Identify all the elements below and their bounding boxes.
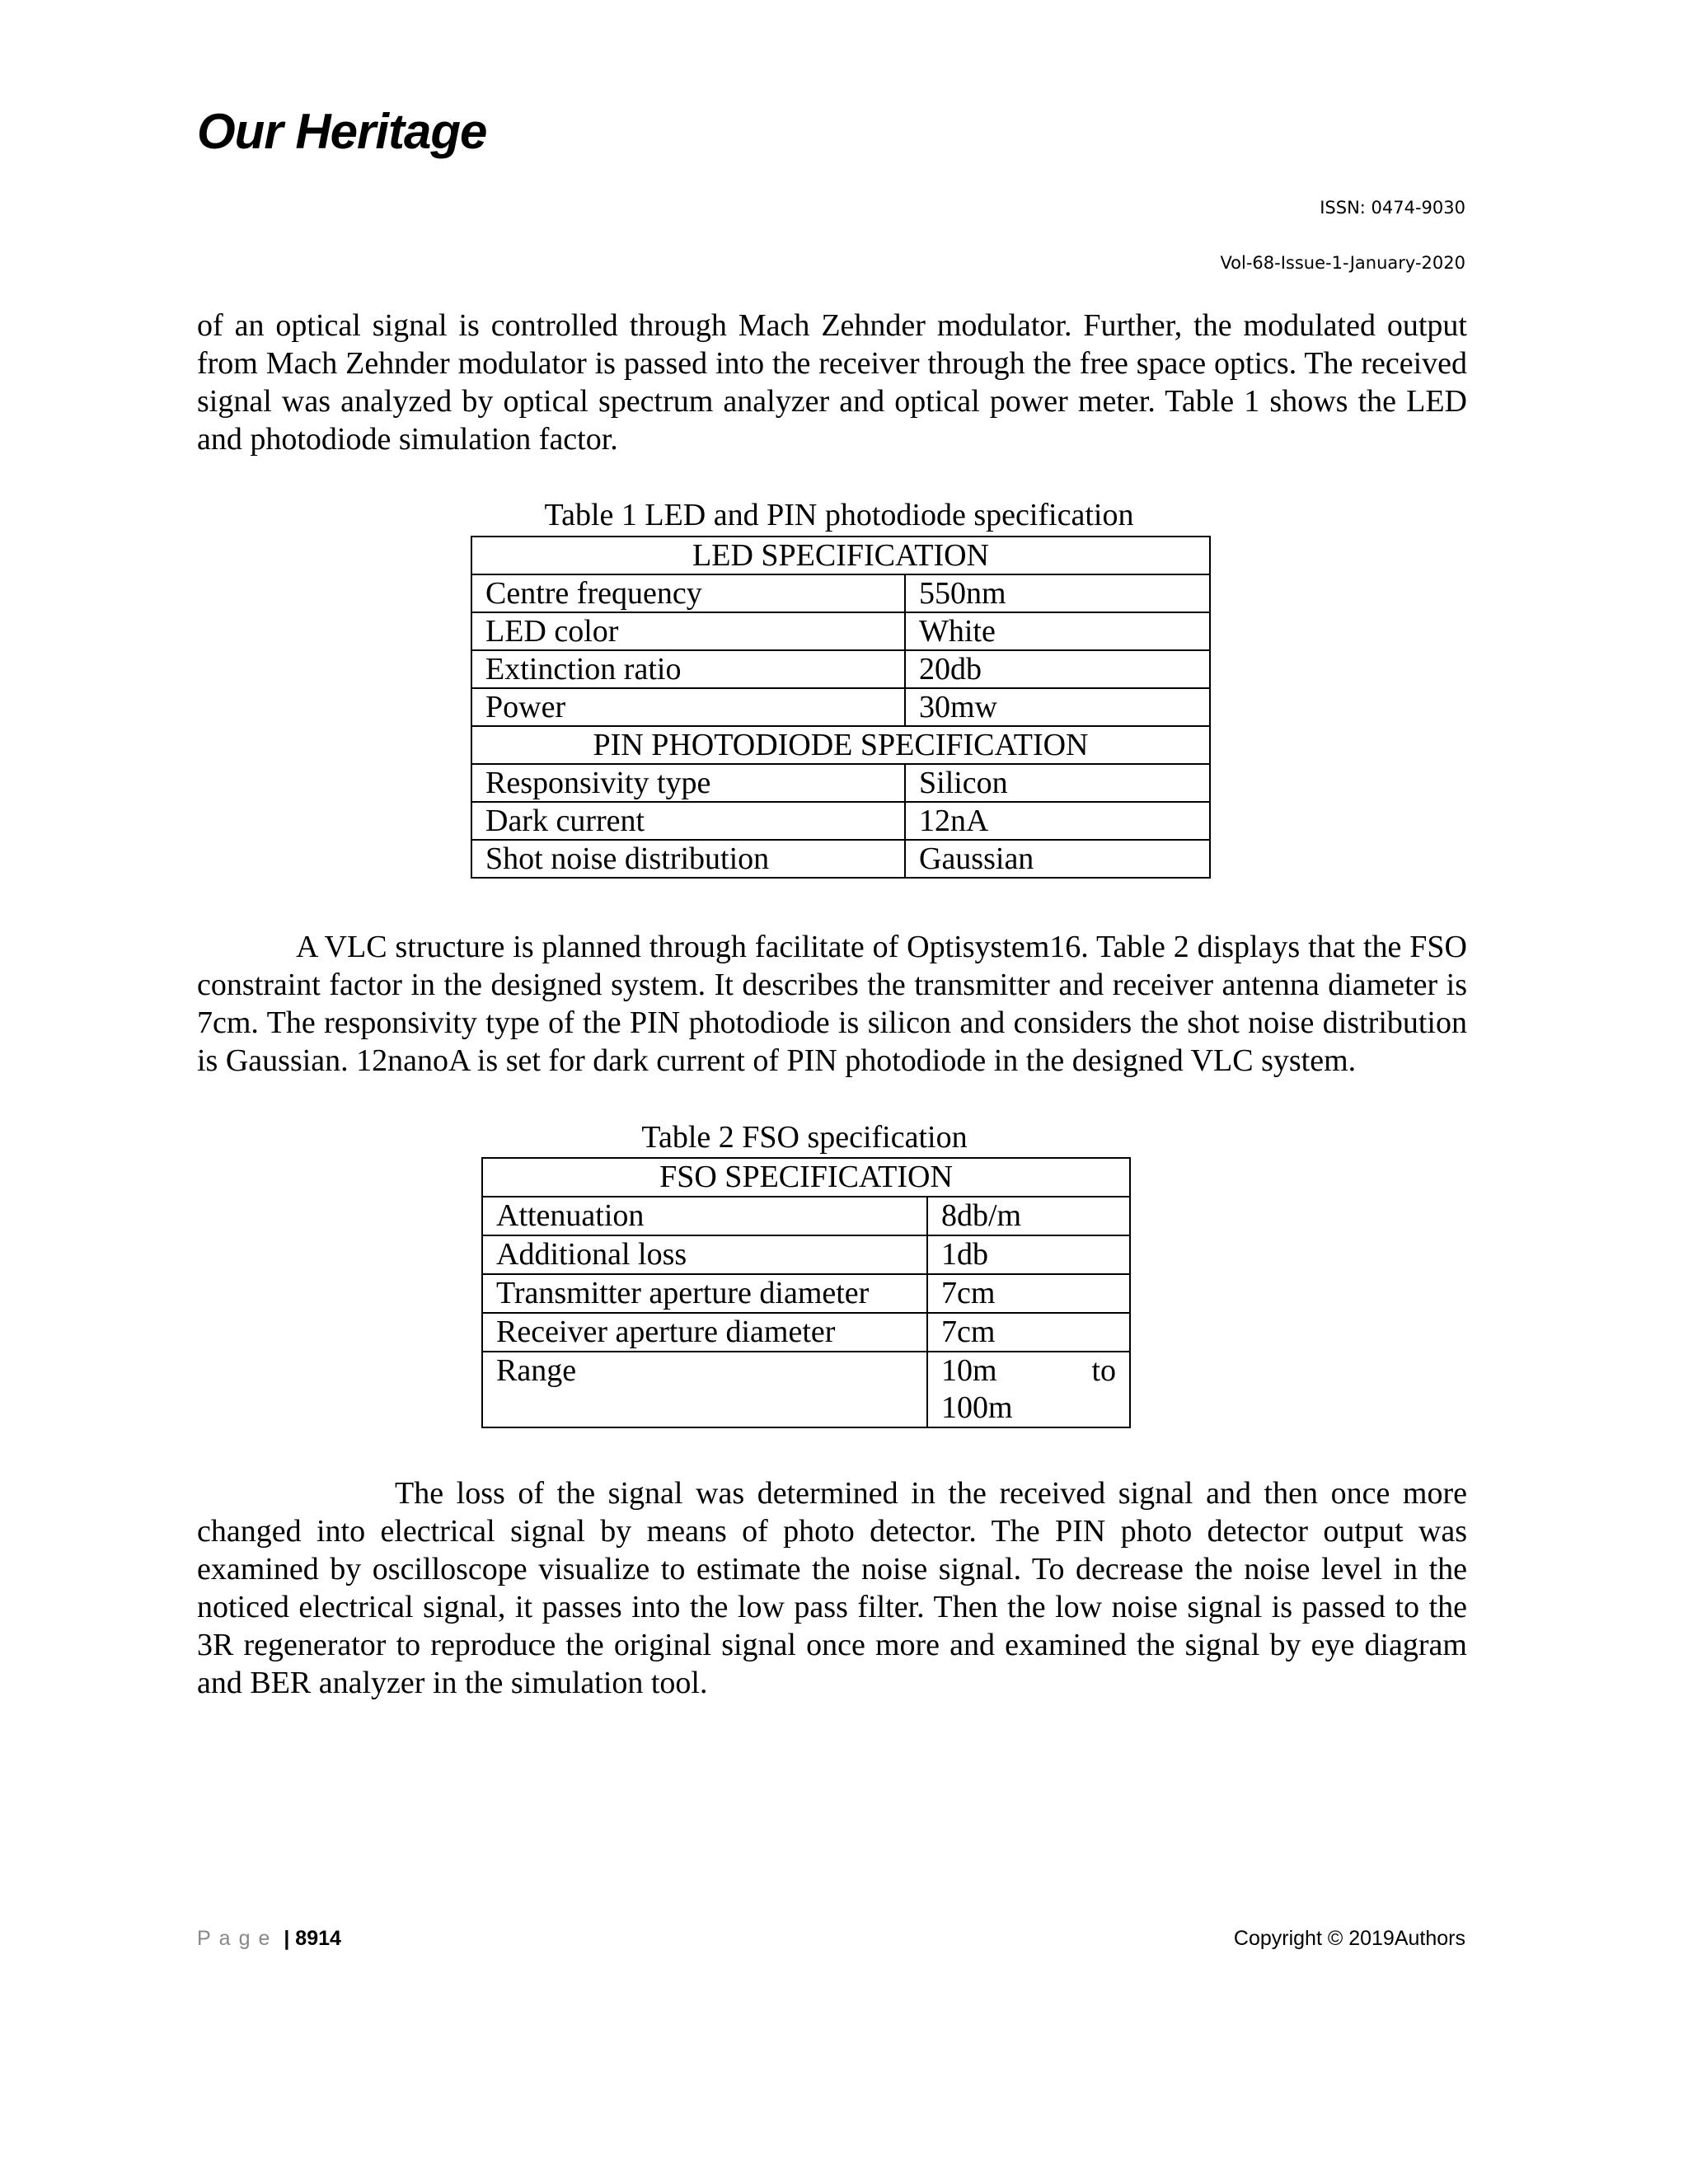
range-to-word: to (1091, 1353, 1116, 1388)
spec-value: 12nA (905, 802, 1210, 840)
issn: ISSN: 0474-9030 (1320, 198, 1465, 218)
spec-value: Silicon (905, 764, 1210, 802)
table-header-row (482, 1158, 1130, 1197)
fso-spec-header: FSO SPECIFICATION (482, 1158, 1130, 1197)
led-pin-spec-table (471, 536, 1211, 879)
intro-paragraph: of an optical signal is controlled through Mach Zehnder modulator. Further, the modulated output from Mach Zehnder modulator is passed into the receiver through the free space optics. The received signal was analyzed by optical spectrum analyzer and optical power meter. Table 1 shows the LED and photodiode simulation factor. (197, 308, 1467, 457)
loss-paragraph: The loss of the signal was determined in the received signal and then once more changed into electrical signal by means of photo detector. The PIN photo detector output was examined by oscilloscope visualize to estimate the noise signal. To decrease the noise level in the noticed electrical signal, it passes into the low pass filter. Then the low noise signal is passed to the 3R regenerator to reproduce the original signal once more and examined the signal by eye diagram and BER analyzer in the simulation tool. (197, 1476, 1467, 1700)
table-row (482, 1313, 1130, 1352)
spec-label: Transmitter aperture diameter (482, 1274, 927, 1313)
spec-value: 20db (905, 650, 1210, 688)
spec-value: 30mw (905, 688, 1210, 726)
spec-label: Additional loss (482, 1235, 927, 1274)
spec-value: White (905, 612, 1210, 650)
fso-spec-table (481, 1157, 1131, 1428)
table-header-row (471, 726, 1210, 764)
table1-caption: Table 1 LED and PIN photodiode specification (544, 498, 1134, 532)
spec-label: Receiver aperture diameter (482, 1313, 927, 1352)
page-number-footer (197, 1925, 341, 1952)
table-row (471, 612, 1210, 650)
spec-label: LED color (471, 612, 905, 650)
table-row (471, 650, 1210, 688)
table-row (482, 1235, 1130, 1274)
volume-issue: Vol-68-Issue-1-January-2020 (1220, 253, 1465, 273)
spec-label: Shot noise distribution (471, 840, 905, 878)
table-row (482, 1352, 1130, 1427)
spec-label: Centre frequency (471, 574, 905, 612)
table-row (471, 574, 1210, 612)
table2-caption: Table 2 FSO specification (641, 1120, 968, 1155)
spec-value: 8db/m (927, 1197, 1130, 1235)
spec-value: 550nm (905, 574, 1210, 612)
spec-value: 7cm (927, 1313, 1130, 1352)
pin-spec-header: PIN PHOTODIODE SPECIFICATION (471, 726, 1210, 764)
spec-label: Dark current (471, 802, 905, 840)
range-from: 10m (941, 1353, 997, 1388)
page-number: | 8914 (284, 1927, 341, 1950)
table-row (471, 764, 1210, 802)
table-row (471, 802, 1210, 840)
table-row (482, 1274, 1130, 1313)
spec-value: 1db (927, 1235, 1130, 1274)
table-row (471, 688, 1210, 726)
table-header-row (471, 537, 1210, 574)
range-value (927, 1352, 1130, 1427)
spec-label: Range (482, 1352, 927, 1427)
page-label: Page (197, 1927, 279, 1950)
led-spec-header: LED SPECIFICATION (471, 537, 1210, 574)
spec-label: Extinction ratio (471, 650, 905, 688)
spec-label: Attenuation (482, 1197, 927, 1235)
spec-value: 7cm (927, 1274, 1130, 1313)
copyright: Copyright © 2019Authors (1233, 1927, 1465, 1950)
spec-label: Power (471, 688, 905, 726)
spec-value: Gaussian (905, 840, 1210, 878)
table-row (471, 840, 1210, 878)
vlc-paragraph: A VLC structure is planned through facilitate of Optisystem16. Table 2 displays that the FSO constraint factor in the designed system. It describes the transmitter and receiver antenna diameter is 7cm. The responsivity type of the PIN photodiode is silicon and considers the shot noise distribution is Gaussian. 12nanoA is set for dark current of PIN photodiode in the designed VLC system. (197, 930, 1467, 1078)
range-to: 100m (941, 1390, 1013, 1425)
table-row (482, 1197, 1130, 1235)
spec-label: Responsivity type (471, 764, 905, 802)
journal-title: Our Heritage (197, 104, 487, 159)
